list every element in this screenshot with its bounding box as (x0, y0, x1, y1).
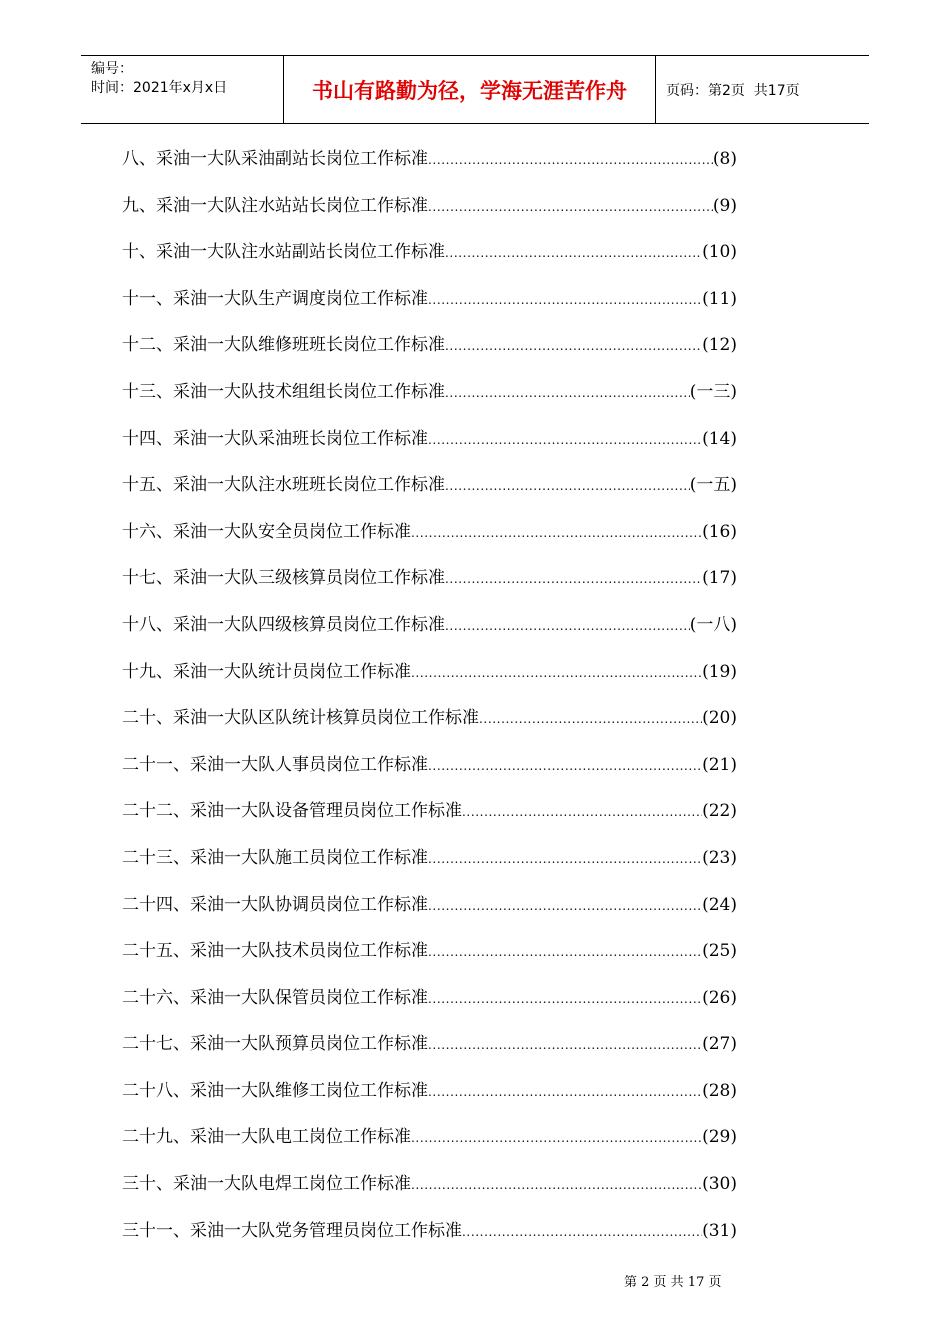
toc-entry-title: 十五、采油一大队注水班班长岗位工作标准 (122, 475, 445, 496)
toc-entry[interactable] (122, 796, 737, 843)
toc-leader-dots (445, 619, 690, 633)
header-page-info-cell (656, 56, 869, 123)
toc-entry[interactable] (122, 936, 737, 983)
toc-entry-title: 十、采油一大队注水站副站长岗位工作标准 (122, 242, 445, 263)
toc-entry[interactable] (122, 424, 737, 471)
toc-leader-dots (462, 1225, 702, 1239)
toc-entry-page: (17) (702, 568, 737, 589)
page-header (81, 55, 869, 124)
toc-entry-title: 三十、采油一大队电焊工岗位工作标准 (122, 1174, 411, 1195)
toc-leader-dots (428, 1038, 702, 1052)
toc-leader-dots (428, 899, 702, 913)
toc-entry-title: 十八、采油一大队四级核算员岗位工作标准 (122, 614, 445, 635)
toc-leader-dots (428, 433, 702, 447)
toc-entry-title: 十三、采油一大队技术组组长岗位工作标准 (122, 381, 445, 402)
toc-entry-page: (12) (702, 335, 737, 356)
toc-entry[interactable] (122, 330, 737, 377)
toc-entry-title: 二十一、采油一大队人事员岗位工作标准 (122, 754, 428, 775)
toc-entry-title: 八、采油一大队采油副站长岗位工作标准 (122, 149, 428, 169)
toc-entry[interactable] (122, 191, 737, 238)
toc-leader-dots (411, 526, 702, 540)
toc-entry[interactable] (122, 610, 737, 657)
toc-leader-dots (411, 1178, 702, 1192)
page-footer: 第 2 页 共 17 页 (624, 1275, 722, 1290)
toc-leader-dots (428, 293, 702, 307)
toc-entry[interactable] (122, 1169, 737, 1216)
toc-entry-page: (一五) (689, 475, 737, 496)
toc-entry-title: 二十九、采油一大队电工岗位工作标准 (122, 1127, 411, 1148)
toc-leader-dots (428, 852, 702, 866)
toc-entry[interactable] (122, 983, 737, 1030)
toc-entry[interactable] (122, 284, 737, 331)
toc-leader-dots (428, 1085, 702, 1099)
toc-entry-title: 十九、采油一大队统计员岗位工作标准 (122, 661, 411, 682)
toc-entry-title: 二十七、采油一大队预算员岗位工作标准 (122, 1034, 428, 1055)
toc-entry-page: (22) (702, 801, 737, 822)
toc-leader-dots (411, 1131, 702, 1145)
toc-entry-page: (11) (702, 288, 737, 309)
toc-leader-dots (428, 153, 713, 167)
toc-entry-title: 二十六、采油一大队保管员岗位工作标准 (122, 987, 428, 1008)
toc-entry-page: (28) (702, 1080, 737, 1101)
toc-entry-title: 二十二、采油一大队设备管理员岗位工作标准 (122, 801, 462, 822)
toc-entry-page: (9) (712, 195, 737, 216)
toc-entry-page: (21) (702, 754, 737, 775)
toc-entry-page: (29) (702, 1127, 737, 1148)
toc-entry-title: 十七、采油一大队三级核算员岗位工作标准 (122, 568, 445, 589)
toc-entry[interactable] (122, 144, 737, 191)
toc-leader-dots (428, 759, 702, 773)
toc-leader-dots (428, 945, 702, 959)
toc-entry[interactable] (122, 1029, 737, 1076)
toc-entry[interactable] (122, 890, 737, 937)
toc-entry[interactable] (122, 1216, 737, 1263)
toc-entry-title: 三十一、采油一大队党务管理员岗位工作标准 (122, 1220, 462, 1241)
toc-entry-title: 二十五、采油一大队技术员岗位工作标准 (122, 941, 428, 962)
toc-entry-title: 十六、采油一大队安全员岗位工作标准 (122, 521, 411, 542)
toc-entry-title: 十四、采油一大队采油班长岗位工作标准 (122, 428, 428, 449)
toc-entry[interactable] (122, 517, 737, 564)
toc-entry-title: 二十、采油一大队区队统计核算员岗位工作标准 (122, 708, 479, 729)
toc-leader-dots (462, 805, 702, 819)
toc-entry[interactable] (122, 237, 737, 284)
document-time-label: 时间：2021年x月x日 (91, 80, 228, 96)
toc-entry[interactable] (122, 470, 737, 517)
toc-entry[interactable] (122, 750, 737, 797)
toc-entry[interactable] (122, 843, 737, 890)
toc-leader-dots (428, 200, 713, 214)
toc-entry-page: (20) (702, 708, 737, 729)
table-of-contents (122, 144, 737, 1262)
header-motto: 书山有路勤为径，学海无涯苦作舟 (284, 56, 656, 123)
toc-entry[interactable] (122, 563, 737, 610)
toc-leader-dots (479, 712, 702, 726)
toc-entry-title: 二十八、采油一大队维修工岗位工作标准 (122, 1080, 428, 1101)
toc-leader-dots (445, 479, 690, 493)
toc-entry-page: (31) (702, 1220, 737, 1241)
toc-entry-page: (30) (702, 1174, 737, 1195)
header-page-info: 页码：第2页 共17页 (666, 82, 800, 99)
toc-entry-page: (14) (702, 428, 737, 449)
toc-entry-title: 十一、采油一大队生产调度岗位工作标准 (122, 288, 428, 309)
toc-leader-dots (445, 572, 702, 586)
toc-entry-page: (16) (702, 521, 737, 542)
toc-entry-title: 十二、采油一大队维修班班长岗位工作标准 (122, 335, 445, 356)
toc-entry-title: 九、采油一大队注水站站长岗位工作标准 (122, 195, 428, 216)
toc-entry[interactable] (122, 1076, 737, 1123)
toc-entry-title: 二十三、采油一大队施工员岗位工作标准 (122, 847, 428, 868)
toc-entry[interactable] (122, 377, 737, 424)
toc-entry-page: (26) (702, 987, 737, 1008)
toc-entry[interactable] (122, 1122, 737, 1169)
toc-leader-dots (411, 666, 702, 680)
header-meta (81, 56, 284, 123)
toc-leader-dots (445, 386, 690, 400)
document-number-label: 编号： (91, 61, 133, 77)
toc-entry-page: (24) (702, 894, 737, 915)
toc-entry[interactable] (122, 657, 737, 704)
toc-entry[interactable] (122, 703, 737, 750)
toc-entry-page: (25) (702, 941, 737, 962)
toc-leader-dots (428, 992, 702, 1006)
toc-entry-page: (19) (702, 661, 737, 682)
toc-entry-page: (8) (712, 149, 737, 169)
toc-entry-page: (一三) (689, 381, 737, 402)
toc-entry-page: (一八) (689, 614, 737, 635)
toc-entry-page: (23) (702, 847, 737, 868)
toc-entry-page: (10) (702, 242, 737, 263)
toc-entry-title: 二十四、采油一大队协调员岗位工作标准 (122, 894, 428, 915)
toc-entry-page: (27) (702, 1034, 737, 1055)
toc-leader-dots (445, 339, 702, 353)
toc-leader-dots (445, 246, 702, 260)
